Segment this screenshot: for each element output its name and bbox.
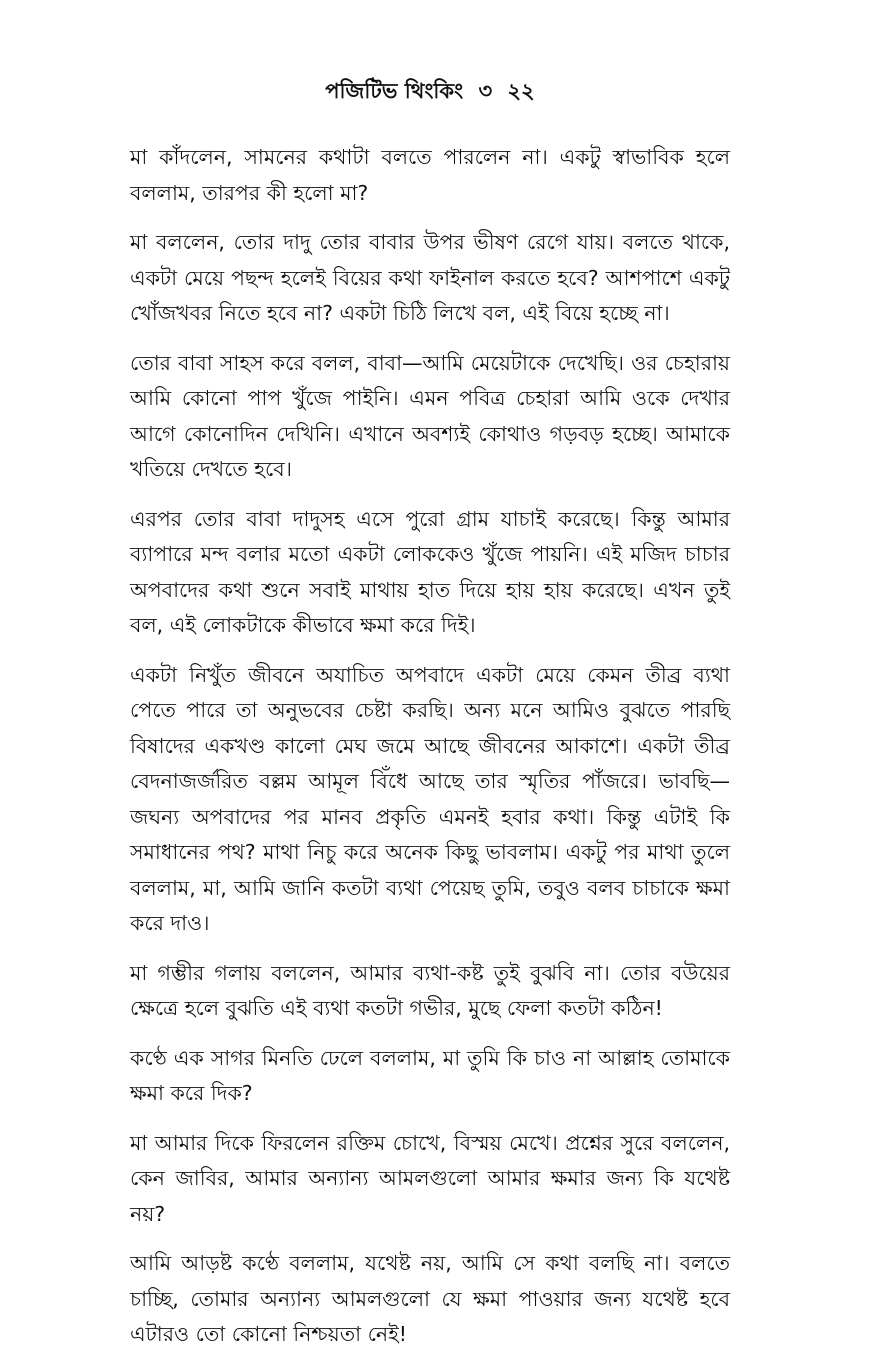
paragraph-6: মা গম্ভীর গলায় বললেন, আমার ব্যথা-কষ্ট তুই বুঝবি না। তোর বউয়ের ক্ষেত্রে হলে বুঝতি এই ব্যথা কতটা গভীর, মুছে ফেলা কতটা কঠিন! <box>130 960 730 1020</box>
running-head <box>130 74 730 108</box>
paragraph-1: মা কাঁদলেন, সামনের কথাটা বলতে পারলেন না। একটু স্বাভাবিক হলে বললাম, তারপর কী হলো মা? <box>130 145 730 205</box>
paragraph-8: মা আমার দিকে ফিরলেন রক্তিম চোখে, বিস্ময় মেখে। প্রশ্নের সুরে বললেন, কেন জাবির, আমার অন্যান্য আমলগুলো আমার ক্ষমার জন্য কি যথেষ্ট নয়? <box>130 1130 730 1226</box>
paragraph-2: মা বললেন, তোর দাদু তোর বাবার উপর ভীষণ রেগে যায়। বলতে থাকে, একটা মেয়ে পছন্দ হলেই বিয়ের কথা ফাইনাল করতে হবে? আশপাশে একটু খোঁজখবর নিতে হবে না? একটা চিঠি লিখে বল, এই বিয়ে হচ্ছে না। <box>130 230 730 325</box>
book-title: পজিটিভ থিংকিং <box>325 79 464 103</box>
paragraph-7: কণ্ঠে এক সাগর মিনতি ঢেলে বললাম, মা তুমি কি চাও না আল্লাহ তোমাকে ক্ষমা করে দিক? <box>130 1045 730 1105</box>
book-page <box>130 74 730 1367</box>
paragraph-3: তোর বাবা সাহস করে বলল, বাবা—আমি মেয়েটাকে দেখেছি। ওর চেহারায় আমি কোনো পাপ খুঁজে পাইনি। এমন পবিত্র চেহারা আমি ওকে দেখার আগে কোনোদিন দেখিনি। এখানে অবশ্যই কোথাও গড়বড় হচ্ছে। আমাকে খতিয়ে দেখতে হবে। <box>130 350 730 481</box>
paragraph-4: এরপর তোর বাবা দাদুসহ এসে পুরো গ্রাম যাচাই করেছে। কিন্তু আমার ব্যাপারে মন্দ বলার মতো একটা লোককেও খুঁজে পায়নি। এই মজিদ চাচার অপবাদের কথা শুনে সবাই মাথায় হাত দিয়ে হায় হায় করেছে। এখন তুই বল, এই লোকটাকে কীভাবে ক্ষমা করে দিই। <box>130 506 730 637</box>
paragraph-9: আমি আড়ষ্ট কণ্ঠে বললাম, যথেষ্ট নয়, আমি সে কথা বলছি না। বলতে চাচ্ছি, তোমার অন্যান্য আমলগুলো যে ক্ষমা পাওয়ার জন্য যথেষ্ট হবে এটারও তো কোনো নিশ্চয়তা নেই! <box>130 1251 730 1346</box>
paragraph-5: একটা নিখুঁত জীবনে অযাচিত অপবাদে একটা মেয়ে কেমন তীব্র ব্যথা পেতে পারে তা অনুভবের চেষ্টা করছি। অন্য মনে আমিও বুঝতে পারছি বিষাদের একখণ্ড কালো মেঘ জমে আছে জীবনের আকাশে। একটা তীব্র বেদনাজর্জরিত বল্লম আমূল বিঁধে আছে তার স্মৃতির পাঁজরে। ভাবছি—জঘন্য অপবাদের পর মানব প্রকৃতি এমনই হবার কথা। কিন্তু এটাই কি সমাধানের পথ? মাথা নিচু করে অনেক কিছু ভাবলাম। একটু পর মাথা তুলে বললাম, মা, আমি জানি কতটা ব্যথা পেয়েছ তুমি, তবুও বলব চাচাকে ক্ষমা করে দাও। <box>130 662 730 935</box>
page-number: ২২ <box>507 79 535 103</box>
header-separator: ৩ <box>478 79 493 103</box>
